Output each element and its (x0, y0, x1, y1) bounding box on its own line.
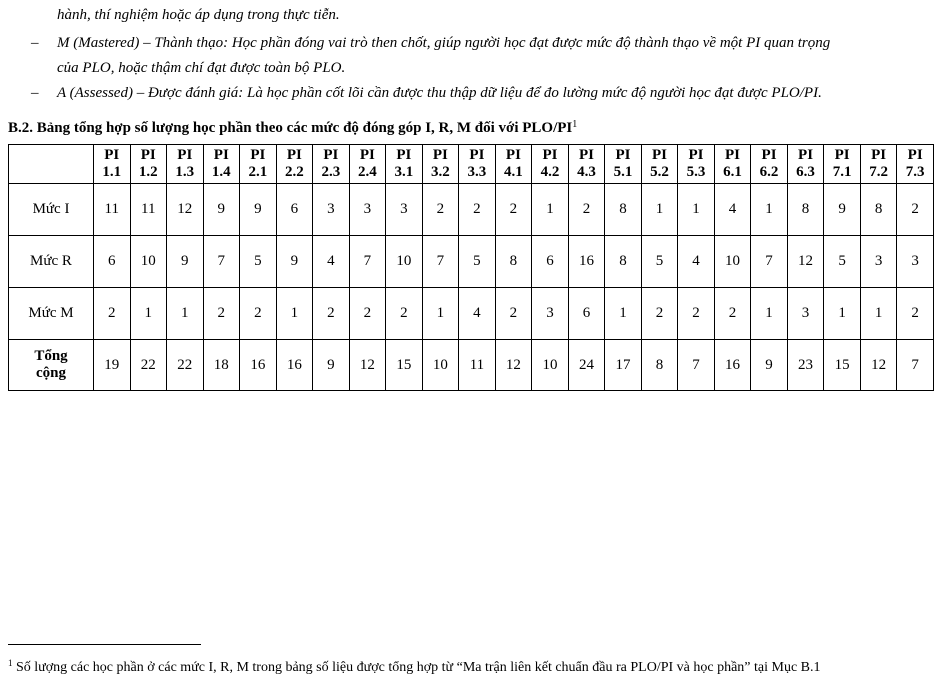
column-header-pi-6-3 (787, 145, 824, 184)
table-cell: 2 (349, 288, 386, 340)
column-header-pi-7-1 (824, 145, 861, 184)
column-header-top: PI (615, 147, 631, 163)
table-cell: 12 (787, 236, 824, 288)
table-cell: 2 (495, 184, 532, 236)
pi-summary-table (8, 144, 934, 391)
table-cell: 2 (94, 288, 131, 340)
table-cell: 2 (422, 184, 459, 236)
row-label-text: Mức M (28, 305, 74, 321)
table-cell: 2 (459, 184, 496, 236)
column-header-pi-1-3 (167, 145, 204, 184)
table-cell: 1 (422, 288, 459, 340)
section-heading-text: B.2. Bảng tổng hợp số lượng học phần theo các mức độ đóng góp I, R, M đối với PLO/PI (8, 120, 573, 136)
column-header-top: PI (761, 147, 777, 163)
column-header-pi-3-3 (459, 145, 496, 184)
table-cell: 7 (751, 236, 788, 288)
column-header-pi-6-1 (714, 145, 751, 184)
table-cell: 11 (94, 184, 131, 236)
column-header-bottom: 4.2 (540, 164, 560, 180)
table-cell: 22 (167, 340, 204, 391)
table-cell: 9 (240, 184, 277, 236)
column-header-pi-5-1 (605, 145, 642, 184)
table-cell: 4 (714, 184, 751, 236)
row-label-text: Mức I (32, 201, 70, 217)
column-header-top: PI (469, 147, 485, 163)
header-corner-cell (9, 145, 94, 184)
table-cell: 1 (130, 288, 167, 340)
table-cell: 2 (240, 288, 277, 340)
table-header-row (9, 145, 934, 184)
table-cell: 19 (94, 340, 131, 391)
column-header-bottom: 2.3 (321, 164, 341, 180)
column-header-pi-5-2 (641, 145, 678, 184)
column-header-top: PI (359, 147, 375, 163)
column-header-top: PI (725, 147, 741, 163)
table-cell: 3 (897, 236, 934, 288)
column-header-top: PI (505, 147, 521, 163)
column-header-bottom: 3.1 (394, 164, 414, 180)
table-cell: 9 (276, 236, 313, 288)
column-header-pi-3-2 (422, 145, 459, 184)
table-cell: 6 (276, 184, 313, 236)
column-header-top: PI (578, 147, 594, 163)
column-header-top: PI (871, 147, 887, 163)
column-header-pi-5-3 (678, 145, 715, 184)
column-header-top: PI (140, 147, 156, 163)
column-header-top: PI (323, 147, 339, 163)
table-row (9, 236, 934, 288)
table-cell: 12 (167, 184, 204, 236)
table-row (9, 340, 934, 391)
column-header-pi-4-2 (532, 145, 569, 184)
table-cell: 4 (678, 236, 715, 288)
table-cell: 1 (824, 288, 861, 340)
column-header-pi-1-4 (203, 145, 240, 184)
column-header-bottom: 2.4 (357, 164, 377, 180)
column-header-pi-7-3 (897, 145, 934, 184)
table-cell: 1 (532, 184, 569, 236)
table-cell: 1 (276, 288, 313, 340)
column-header-top: PI (432, 147, 448, 163)
table-cell: 7 (203, 236, 240, 288)
table-cell: 10 (422, 340, 459, 391)
table-cell: 16 (276, 340, 313, 391)
column-header-bottom: 1.4 (211, 164, 231, 180)
table-cell: 3 (349, 184, 386, 236)
table-cell: 3 (313, 184, 350, 236)
column-header-top: PI (104, 147, 120, 163)
column-header-bottom: 1.3 (175, 164, 195, 180)
table-cell: 16 (568, 236, 605, 288)
column-header-pi-1-1 (94, 145, 131, 184)
column-header-top: PI (834, 147, 850, 163)
table-cell: 12 (495, 340, 532, 391)
table-cell: 8 (860, 184, 897, 236)
section-heading (8, 115, 577, 138)
bullet-dash-mastered: – (31, 35, 39, 51)
column-header-bottom: 6.3 (796, 164, 815, 180)
column-header-bottom: 6.1 (723, 164, 742, 180)
column-header-bottom: 2.2 (284, 164, 304, 180)
table-cell: 6 (532, 236, 569, 288)
table-cell: 2 (495, 288, 532, 340)
table-cell: 1 (605, 288, 642, 340)
column-header-bottom: 5.2 (650, 164, 669, 180)
column-header-top: PI (651, 147, 667, 163)
table-cell: 10 (714, 236, 751, 288)
table-cell: 3 (787, 288, 824, 340)
column-header-bottom: 1.1 (102, 164, 122, 180)
bullet-mastered-line1: M (Mastered) – Thành thạo: Học phần đóng vai trò then chốt, giúp người học đạt được mức độ thành thạo về một PI quan trọng (57, 35, 831, 51)
bullet-assessed-line1: A (Assessed) – Được đánh giá: Là học phần cốt lõi cần được thu thập dữ liệu để đo lường mức độ người học đạt được PLO/PI. (57, 85, 822, 101)
table-cell: 15 (386, 340, 423, 391)
column-header-bottom: 5.1 (613, 164, 633, 180)
table-cell: 15 (824, 340, 861, 391)
column-header-pi-3-1 (386, 145, 423, 184)
table-cell: 10 (532, 340, 569, 391)
table-cell: 4 (313, 236, 350, 288)
table-cell: 9 (167, 236, 204, 288)
table-cell: 9 (203, 184, 240, 236)
column-header-bottom: 2.1 (248, 164, 268, 180)
column-header-top: PI (798, 147, 814, 163)
column-header-pi-4-3 (568, 145, 605, 184)
table-cell: 1 (167, 288, 204, 340)
row-label (9, 288, 94, 340)
column-header-top: PI (250, 147, 266, 163)
table-cell: 16 (240, 340, 277, 391)
table-cell: 7 (422, 236, 459, 288)
table-cell: 2 (897, 184, 934, 236)
table-cell: 3 (532, 288, 569, 340)
column-header-bottom: 3.3 (467, 164, 487, 180)
column-header-bottom: 5.3 (686, 164, 706, 180)
column-header-top: PI (213, 147, 229, 163)
column-header-pi-2-3 (313, 145, 350, 184)
row-label-text: Tổng (34, 348, 68, 364)
table-cell: 11 (130, 184, 167, 236)
table-cell: 9 (751, 340, 788, 391)
table-cell: 3 (386, 184, 423, 236)
table-cell: 2 (678, 288, 715, 340)
column-header-bottom: 7.1 (832, 164, 852, 180)
table-cell: 2 (203, 288, 240, 340)
column-header-bottom: 7.3 (905, 164, 925, 180)
table-cell: 7 (678, 340, 715, 391)
column-header-bottom: 1.2 (138, 164, 158, 180)
row-label (9, 340, 94, 391)
column-header-pi-2-4 (349, 145, 386, 184)
column-header-bottom: 6.2 (759, 164, 779, 180)
table-cell: 6 (568, 288, 605, 340)
table-cell: 2 (714, 288, 751, 340)
row-label-text-line2: cộng (36, 365, 66, 381)
table-cell: 7 (897, 340, 934, 391)
column-header-top: PI (286, 147, 302, 163)
intro-continuation-line: hành, thí nghiệm hoặc áp dụng trong thực tiễn. (57, 7, 340, 23)
table-cell: 4 (459, 288, 496, 340)
column-header-bottom: 4.1 (504, 164, 523, 180)
column-header-pi-2-1 (240, 145, 277, 184)
bullet-dash-assessed: – (31, 85, 39, 101)
table-cell: 5 (459, 236, 496, 288)
table-cell: 5 (641, 236, 678, 288)
table-row (9, 184, 934, 236)
column-header-pi-1-2 (130, 145, 167, 184)
footnote-mark: 1 (8, 658, 13, 668)
column-header-pi-6-2 (751, 145, 788, 184)
table-cell: 22 (130, 340, 167, 391)
table-cell: 11 (459, 340, 496, 391)
table-cell: 10 (130, 236, 167, 288)
table-cell: 23 (787, 340, 824, 391)
footnote-text: Số lượng các học phần ở các mức I, R, M trong bảng số liệu được tổng hợp từ “Ma trận liên kết chuẩn đầu ra PLO/PI và học phần” tại Mục B.1 (16, 660, 821, 675)
table-cell: 1 (751, 184, 788, 236)
table-cell: 2 (641, 288, 678, 340)
footnote-separator (8, 644, 201, 645)
table-cell: 8 (605, 184, 642, 236)
table-cell: 12 (349, 340, 386, 391)
table-cell: 3 (860, 236, 897, 288)
table-cell: 5 (240, 236, 277, 288)
table-row (9, 288, 934, 340)
column-header-top: PI (396, 147, 412, 163)
table-cell: 7 (349, 236, 386, 288)
table-cell: 2 (897, 288, 934, 340)
column-header-pi-7-2 (860, 145, 897, 184)
table-cell: 1 (860, 288, 897, 340)
table-cell: 24 (568, 340, 605, 391)
table-cell: 2 (313, 288, 350, 340)
column-header-top: PI (542, 147, 558, 163)
row-label (9, 236, 94, 288)
table-cell: 1 (751, 288, 788, 340)
table-cell: 6 (94, 236, 131, 288)
column-header-bottom: 7.2 (869, 164, 888, 180)
column-header-top: PI (177, 147, 193, 163)
column-header-pi-2-2 (276, 145, 313, 184)
table-cell: 8 (787, 184, 824, 236)
table-cell: 2 (386, 288, 423, 340)
column-header-pi-4-1 (495, 145, 532, 184)
table-cell: 5 (824, 236, 861, 288)
table-cell: 10 (386, 236, 423, 288)
row-label (9, 184, 94, 236)
table-cell: 8 (641, 340, 678, 391)
table-cell: 1 (678, 184, 715, 236)
table-cell: 9 (313, 340, 350, 391)
row-label-text: Mức R (30, 253, 72, 269)
bullet-mastered-line2: của PLO, hoặc thậm chí đạt được toàn bộ PLO. (57, 60, 346, 76)
table-cell: 16 (714, 340, 751, 391)
footnote-reference: 1 (572, 119, 578, 130)
column-header-bottom: 4.3 (577, 164, 596, 180)
table-cell: 2 (568, 184, 605, 236)
table-cell: 8 (605, 236, 642, 288)
table-cell: 1 (641, 184, 678, 236)
column-header-top: PI (907, 147, 923, 163)
table-cell: 9 (824, 184, 861, 236)
table-cell: 18 (203, 340, 240, 391)
table-cell: 8 (495, 236, 532, 288)
table-cell: 12 (860, 340, 897, 391)
column-header-bottom: 3.2 (431, 164, 450, 180)
column-header-top: PI (688, 147, 704, 163)
table-cell: 17 (605, 340, 642, 391)
